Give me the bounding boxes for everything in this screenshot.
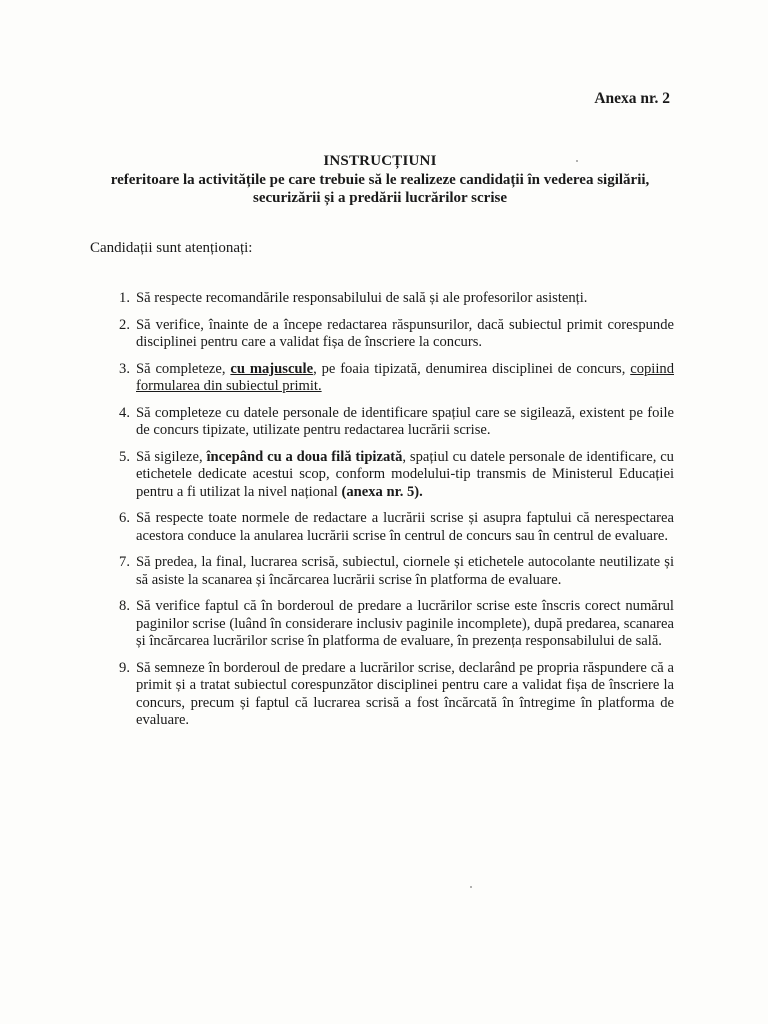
item-text: Să respecte recomandările responsabilului de sală și ale profesorilor asistenți. [136,290,588,306]
scan-speck [576,160,578,162]
item-number: 4. [119,404,130,421]
list-item [94,598,674,651]
list-item [94,405,674,440]
item-text: Să respecte toate normele de redactare a lucrării scrise și asupra faptului că nerespectarea acestora conduce la anularea lucrării scrise în centrul de concurs sau în centrul de evaluare. [136,510,674,544]
item-number: 5. [119,448,130,465]
item-text-part: Să sigileze, [136,448,207,465]
item-annex-reference: (anexa nr. 5). [341,483,423,500]
item-text: Să semneze în borderoul de predare a lucrărilor scrise, declarând pe propria răspundere că a primit și a tratat subiectul corespunzător disciplinei pentru care a validat fișa de înscriere la concurs, precum și faptul că lucrarea scrisă a fost încărcată în întregime în platforma de evaluare. [136,659,674,728]
item-text [136,361,674,395]
list-item [94,290,674,308]
item-number: 1. [119,290,130,306]
list-item [94,510,674,545]
annex-label: Anexa nr. 2 [594,90,670,107]
list-item [94,554,674,589]
item-text [136,449,674,500]
item-text-part: , pe foaia tipizată, denumirea disciplinei de concurs, [313,360,631,377]
title-block [60,152,700,208]
item-text-part: , spațiul cu datele personale de identificare, cu etichetele dedicate acestui scop, conform modelului-tip transmis de Ministerul Educației pentru a fi utilizat la nivel național [136,448,674,500]
item-number: 8. [119,598,130,614]
page-title: INSTRUCȚIUNI [323,153,437,169]
subtitle-line-1: referitoare la activitățile pe care trebuie să le realizeze candidații în vederea sigilării, [110,171,650,188]
item-emphasis: începând cu a doua filă tipizată [206,448,403,465]
item-text-part: Să completeze, [136,360,231,377]
item-emphasis: cu majuscule [230,360,314,377]
item-number: 6. [119,510,130,526]
list-item [94,361,674,396]
item-number: 3. [119,360,130,377]
scan-speck [470,886,472,888]
intro-text: Candidații sunt atenționați: [90,240,253,256]
item-text: Să predea, la final, lucrarea scrisă, subiectul, ciornele și etichetele autocolante neutilizate și să asiste la scanarea și încărcarea lucrării scrise în platforma de evaluare. [136,554,674,588]
instructions-list [94,290,674,739]
item-number: 9. [119,659,130,676]
subtitle-line-2: securizării și a predării lucrărilor scrise [253,190,507,206]
item-text: Să completeze cu datele personale de identificare spațiul care se sigilează, existent pe foile de concurs tipizate, utilizate pentru redactarea lucrării scrise. [136,404,674,438]
list-item [94,317,674,352]
item-underlined: copiind formularea din subiectul primit. [136,360,675,394]
list-item [94,449,674,502]
item-number: 2. [119,316,130,333]
item-number: 7. [119,554,130,570]
item-text: Să verifice faptul că în borderoul de predare a lucrărilor scrise este înscris corect numărul paginilor scrise (luând în considerare inclusiv paginile incomplete), după predarea, scanarea și încărcarea lucrărilor scrise în platforma de evaluare, în prezența responsabilului de sală. [136,598,674,649]
list-item [94,660,674,730]
item-text: Să verifice, înainte de a începe redactarea răspunsurilor, dacă subiectul primit corespunde disciplinei pentru care a validat fișa de înscriere la concurs. [136,316,674,350]
